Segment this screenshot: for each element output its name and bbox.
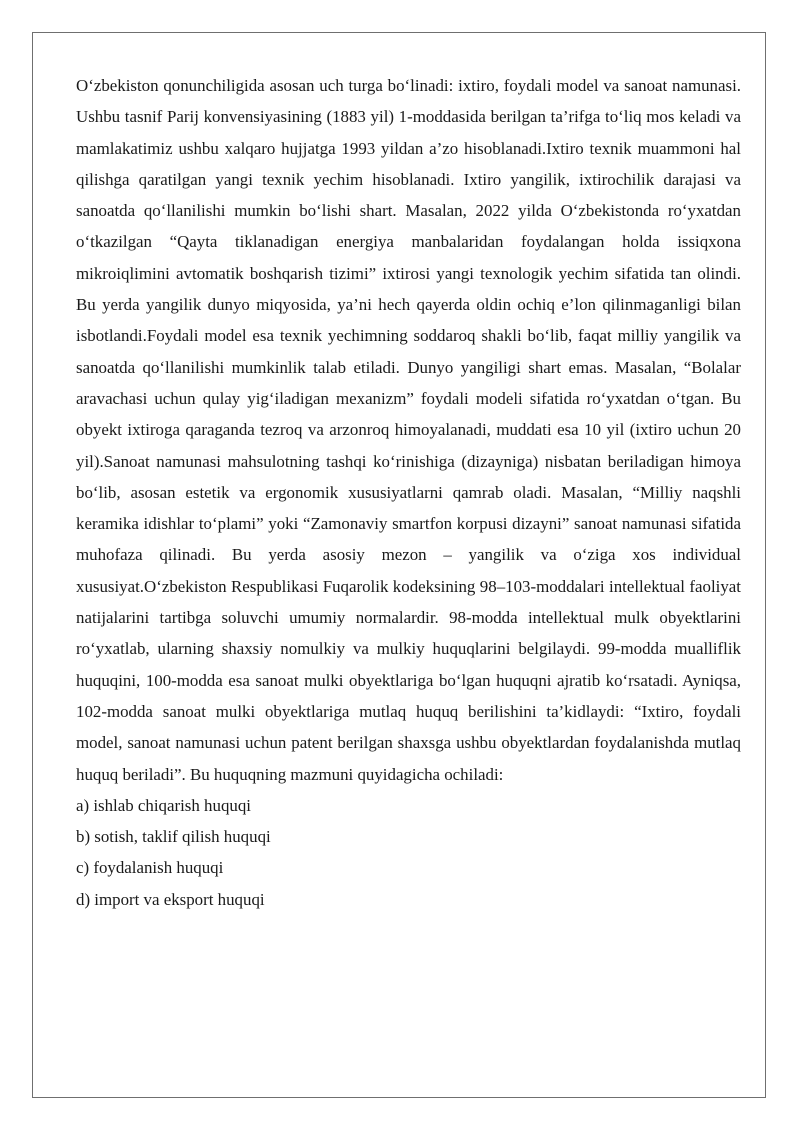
main-paragraph: O‘zbekiston qonunchiligida asosan uch turga bo‘linadi: ixtiro, foydali model va sanoat namunasi. Ushbu tasnif Parij konvensiyasining (1883 yil) 1-moddasida berilgan ta’rifga to‘liq mos keladi va mamlakatimiz ushbu xalqaro hujjatga 1993 yildan a’zo hisoblanadi.Ixtiro texnik muammoni hal qilishga qaratilgan yangi texnik yechim hisoblanadi. Ixtiro yangilik, ixtirochilik darajasi va sanoatda qo‘llanilishi mumkin bo‘lishi shart. Masalan, 2022 yilda O‘zbekistonda ro‘yxatdan o‘tkazilgan “Qayta tiklanadigan energiya manbalaridan foydalangan holda issiqxona mikroiqlimini avtomatik boshqarish tizimi” ixtirosi yangi texnologik yechim sifatida tan olindi. Bu yerda yangilik dunyo miqyosida, ya’ni hech qayerda oldin ochiq e’lon qilinmaganligi bilan isbotlandi.Foydali model esa texnik yechimning soddaroq shakli bo‘lib, faqat milliy yangilik va sanoatda qo‘llanilishi mumkinlik talab etiladi. Dunyo yangiligi shart emas. Masalan, “Bolalar aravachasi uchun qulay yig‘iladigan mexanizm” foydali modeli sifatida ro‘yxatdan o‘tgan. Bu obyekt ixtiroga qaraganda tezroq va arzonroq himoyalanadi, muddati esa 10 yil (ixtiro uchun 20 yil).Sanoat namunasi mahsulotning tashqi ko‘rinishiga (dizayniga) nisbatan beriladigan himoya bo‘lib, asosan estetik va ergonomik xususiyatlarni qamrab oladi. Masalan, “Milliy naqshli keramika idishlar to‘plami” yoki “Zamonaviy smartfon korpusi dizayni” sanoat namunasi sifatida muhofaza qilinadi. Bu yerda asosiy mezon – yangilik va o‘ziga xos individual xususiyat.O‘zbekiston Respublikasi Fuqarolik kodeksining 98–103-moddalari intellektual faoliyat natijalarini tartibga soluvchi umumiy normalardir. 98-modda intellektual mulk obyektlarini ro‘yxatlab, ularning shaxsiy nomulkiy va mulkiy huquqlarini belgilaydi. 99-modda mualliflik huquqini, 100-modda esa sanoat mulki obyektlariga bo‘lgan huquqni ajratib ko‘rsatadi. Ayniqsa, 102-modda sanoat mulki obyektlariga mutlaq huquq berilishini ta’kidlaydi: “Ixtiro, foydali model, sanoat namunasi uchun patent berilgan shaxsga ushbu obyektlardan foydalanishda mutlaq huquq beriladi”. Bu huquqning mazmuni quyidagicha ochiladi: xyxy=(76,76,741,784)
list-item-c: c) foydalanish huquqi xyxy=(76,858,224,878)
list-item-d: d) import va eksport huquqi xyxy=(76,889,265,909)
document-body xyxy=(76,70,741,915)
list-item-b: b) sotish, taklif qilish huquqi xyxy=(76,827,271,847)
list-item-a: a) ishlab chiqarish huquqi xyxy=(76,795,251,815)
